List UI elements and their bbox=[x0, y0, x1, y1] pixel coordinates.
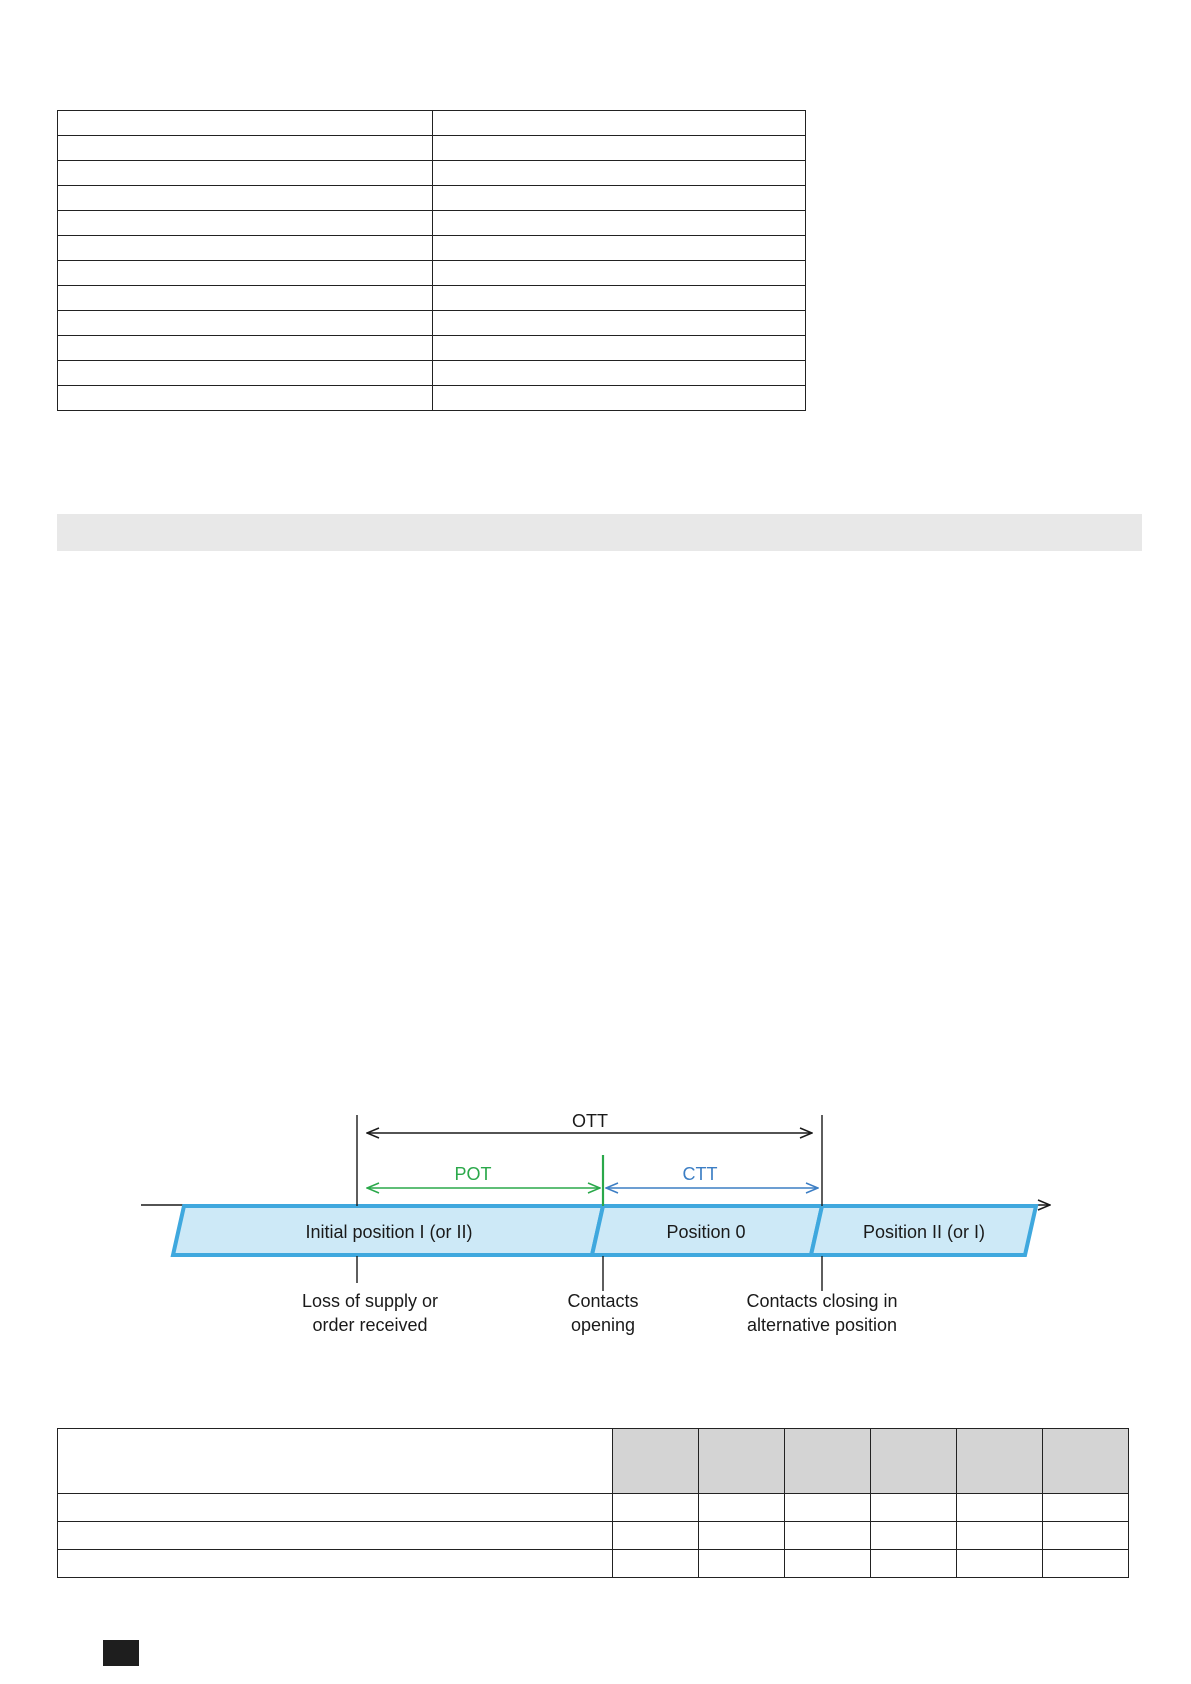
table-cell bbox=[1043, 1522, 1129, 1550]
table-row bbox=[58, 261, 806, 286]
table-cell bbox=[699, 1522, 785, 1550]
event-opening-line1: Contacts bbox=[567, 1291, 639, 1311]
table-cell bbox=[58, 186, 433, 211]
table-cell bbox=[433, 136, 806, 161]
table-header-cell bbox=[58, 1429, 613, 1494]
table-cell bbox=[1043, 1550, 1129, 1578]
event-closing-line1: Contacts closing in bbox=[746, 1291, 898, 1311]
table-row bbox=[58, 136, 806, 161]
table-cell bbox=[433, 386, 806, 411]
table-cell bbox=[433, 236, 806, 261]
table-cell bbox=[957, 1550, 1043, 1578]
table-cell bbox=[58, 386, 433, 411]
transfer-timing-diagram bbox=[0, 1100, 1191, 1350]
table-cell bbox=[433, 286, 806, 311]
table-cell bbox=[433, 261, 806, 286]
table-cell bbox=[785, 1522, 871, 1550]
table-cell bbox=[699, 1494, 785, 1522]
table-cell bbox=[957, 1494, 1043, 1522]
table-header-cell bbox=[1043, 1429, 1129, 1494]
pot-label: POT bbox=[454, 1164, 492, 1184]
ott-label: OTT bbox=[572, 1111, 608, 1131]
segment-initial-label: Initial position I (or II) bbox=[305, 1222, 473, 1242]
table-cell bbox=[785, 1494, 871, 1522]
table-cell bbox=[58, 1494, 613, 1522]
transfer-time-table bbox=[57, 1428, 1129, 1578]
table-row bbox=[58, 386, 806, 411]
table-row bbox=[58, 1550, 1129, 1578]
table-cell bbox=[433, 336, 806, 361]
table-header-cell bbox=[613, 1429, 699, 1494]
table-cell bbox=[433, 186, 806, 211]
table-row bbox=[58, 1494, 1129, 1522]
table-row bbox=[58, 286, 806, 311]
table-cell bbox=[58, 261, 433, 286]
table-row bbox=[58, 211, 806, 236]
table-row bbox=[58, 361, 806, 386]
event-closing-line2: alternative position bbox=[746, 1315, 898, 1335]
table-row bbox=[58, 111, 806, 136]
table-cell bbox=[58, 1550, 613, 1578]
table-cell bbox=[58, 286, 433, 311]
table-cell bbox=[613, 1550, 699, 1578]
table-cell bbox=[871, 1494, 957, 1522]
table-header-cell bbox=[871, 1429, 957, 1494]
table-cell bbox=[58, 111, 433, 136]
table-cell bbox=[58, 1522, 613, 1550]
table-cell bbox=[58, 161, 433, 186]
table-cell bbox=[58, 361, 433, 386]
table-cell bbox=[1043, 1494, 1129, 1522]
event-opening-line2: opening bbox=[570, 1315, 636, 1335]
table-cell bbox=[58, 236, 433, 261]
table-cell bbox=[871, 1522, 957, 1550]
event-loss-line2: order received bbox=[312, 1315, 428, 1335]
table-header-cell bbox=[699, 1429, 785, 1494]
table-row bbox=[58, 1522, 1129, 1550]
table-row bbox=[58, 311, 806, 336]
table-cell bbox=[785, 1550, 871, 1578]
table-cell bbox=[613, 1522, 699, 1550]
table-cell bbox=[871, 1550, 957, 1578]
table-cell bbox=[58, 311, 433, 336]
table-cell bbox=[58, 336, 433, 361]
table-row bbox=[58, 336, 806, 361]
table-cell bbox=[58, 136, 433, 161]
ctt-label: CTT bbox=[682, 1164, 718, 1184]
specification-table bbox=[57, 110, 806, 411]
page-number-tag bbox=[103, 1640, 139, 1666]
table-row bbox=[58, 161, 806, 186]
table-cell bbox=[699, 1550, 785, 1578]
table-cell bbox=[433, 161, 806, 186]
segment-alternative-label: Position II (or I) bbox=[862, 1222, 986, 1242]
table-cell bbox=[433, 311, 806, 336]
table-cell bbox=[957, 1522, 1043, 1550]
table-header-row bbox=[58, 1429, 1129, 1494]
table-row bbox=[58, 236, 806, 261]
event-loss-line1: Loss of supply or bbox=[301, 1291, 439, 1311]
table-row bbox=[58, 186, 806, 211]
table-cell bbox=[433, 111, 806, 136]
table-cell bbox=[58, 211, 433, 236]
table-cell bbox=[433, 211, 806, 236]
segment-zero-label: Position 0 bbox=[666, 1222, 746, 1242]
table-cell bbox=[613, 1494, 699, 1522]
section-header-band bbox=[57, 514, 1142, 551]
table-header-cell bbox=[785, 1429, 871, 1494]
table-header-cell bbox=[957, 1429, 1043, 1494]
table-cell bbox=[433, 361, 806, 386]
